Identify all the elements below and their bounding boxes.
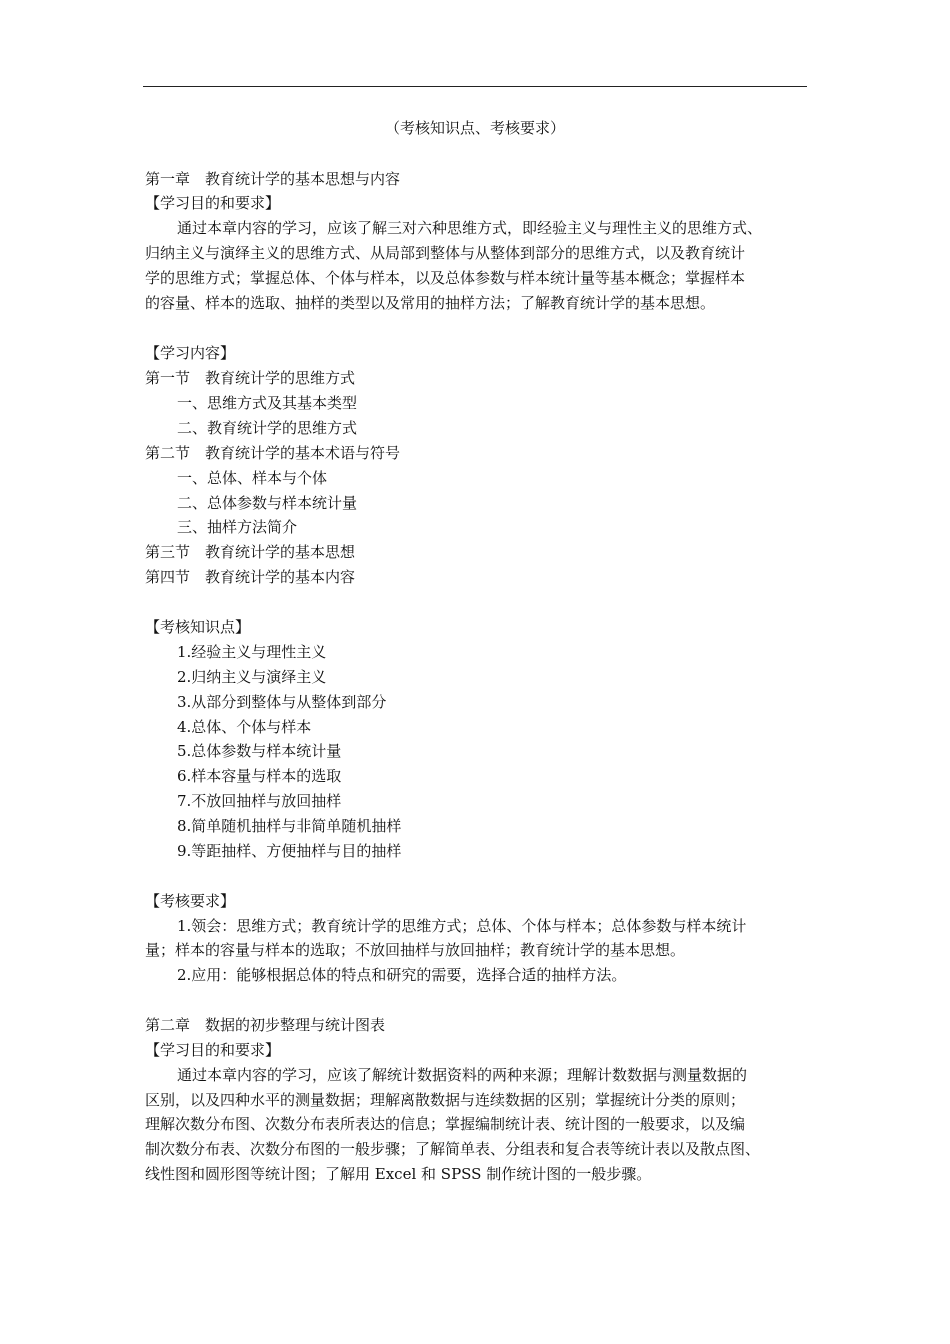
ch1-points-heading: 【考核知识点】 <box>145 618 251 636</box>
ch1-goal-line: 归纳主义与演绎主义的思维方式、从局部到整体与从整体到部分的思维方式，以及教育统计 <box>145 244 746 262</box>
ch1-section-2-item: 二、总体参数与样本统计量 <box>177 494 358 512</box>
ch1-point-item: 4.总体、个体与样本 <box>177 718 312 736</box>
ch1-section-3: 第三节 教育统计学的基本思想 <box>145 543 356 561</box>
chapter-2-title: 第二章 数据的初步整理与统计图表 <box>145 1016 386 1034</box>
ch1-requirement-line: 1.领会：思维方式；教育统计学的思维方式；总体、个体与样本；总体参数与样本统计 <box>177 917 747 935</box>
ch2-goal-line: 理解次数分布图、次数分布表所表达的信息；掌握编制统计表、统计图的一般要求，以及编 <box>145 1115 746 1133</box>
ch1-section-1: 第一节 教育统计学的思维方式 <box>145 369 356 387</box>
ch1-section-1-item: 一、思维方式及其基本类型 <box>177 394 358 412</box>
ch1-point-item: 2.归纳主义与演绎主义 <box>177 668 327 686</box>
ch1-point-item: 5.总体参数与样本统计量 <box>177 742 342 760</box>
ch1-section-2-item: 一、总体、样本与个体 <box>177 469 328 487</box>
ch1-section-1-item: 二、教育统计学的思维方式 <box>177 419 358 437</box>
ch2-goal-line: 通过本章内容的学习，应该了解统计数据资料的两种来源；理解计数数据与测量数据的 <box>177 1066 748 1084</box>
ch1-requirements-heading: 【考核要求】 <box>145 892 236 910</box>
ch1-section-4: 第四节 教育统计学的基本内容 <box>145 568 356 586</box>
ch1-point-item: 3.从部分到整体与从整体到部分 <box>177 693 387 711</box>
ch2-goal-line: 制次数分布表、次数分布图的一般步骤；了解简单表、分组表和复合表等统计表以及散点图、 <box>145 1140 761 1158</box>
ch1-content-heading: 【学习内容】 <box>145 344 236 362</box>
ch2-goal-line: 区别，以及四种水平的测量数据；理解离散数据与连续数据的区别；掌握统计分类的原则； <box>145 1091 746 1109</box>
ch1-point-item: 6.样本容量与样本的选取 <box>177 767 342 785</box>
ch2-goal-line: 线性图和圆形图等统计图；了解用 Excel 和 SPSS 制作统计图的一般步骤。 <box>145 1165 652 1183</box>
ch2-goal-heading: 【学习目的和要求】 <box>145 1041 281 1059</box>
ch1-goal-line: 学的思维方式；掌握总体、个体与样本，以及总体参数与样本统计量等基本概念；掌握样本 <box>145 269 746 287</box>
header-rule <box>143 86 807 87</box>
chapter-1-title: 第一章 教育统计学的基本思想与内容 <box>145 170 401 188</box>
ch1-point-item: 7.不放回抽样与放回抽样 <box>177 792 342 810</box>
ch1-point-item: 1.经验主义与理性主义 <box>177 643 327 661</box>
ch1-goal-line: 的容量、样本的选取、抽样的类型以及常用的抽样方法；了解教育统计学的基本思想。 <box>145 294 716 312</box>
ch1-requirement-line: 2.应用：能够根据总体的特点和研究的需要，选择合适的抽样方法。 <box>177 966 627 984</box>
ch1-section-2-item: 三、抽样方法简介 <box>177 518 298 536</box>
ch1-section-2: 第二节 教育统计学的基本术语与符号 <box>145 444 401 462</box>
document-subtitle: （考核知识点、考核要求） <box>384 119 565 137</box>
ch1-point-item: 8.简单随机抽样与非简单随机抽样 <box>177 817 402 835</box>
ch1-point-item: 9.等距抽样、方便抽样与目的抽样 <box>177 842 402 860</box>
ch1-requirement-line: 量；样本的容量与样本的选取；不放回抽样与放回抽样；教育统计学的基本思想。 <box>145 941 686 959</box>
ch1-goal-heading: 【学习目的和要求】 <box>145 194 281 212</box>
ch1-goal-line: 通过本章内容的学习，应该了解三对六种思维方式，即经验主义与理性主义的思维方式、 <box>177 219 763 237</box>
